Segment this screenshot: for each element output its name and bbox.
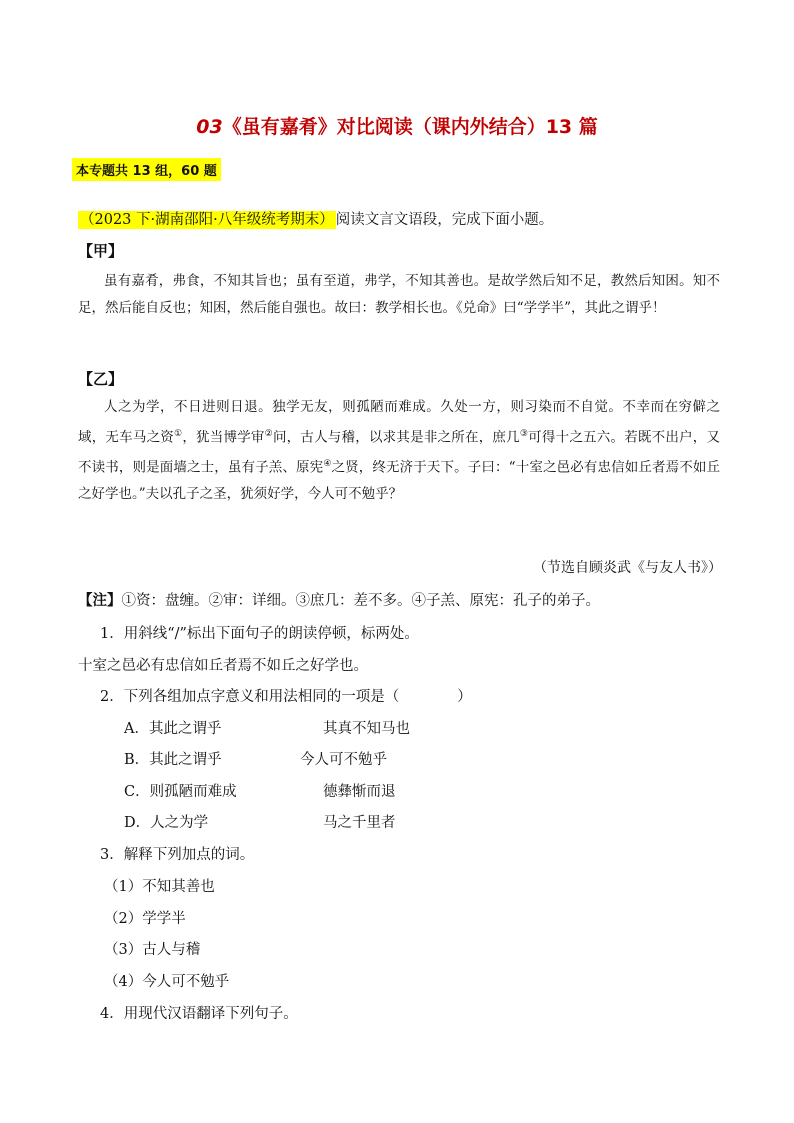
option-c xyxy=(124,780,396,801)
option-c-left: C．则孤陋而难成 xyxy=(124,784,237,800)
yi-part-2: ，犹当博学审 xyxy=(182,429,265,445)
notes-label: 【注】 xyxy=(78,592,122,609)
passage-intro xyxy=(78,208,553,229)
footnote-marker-1: ① xyxy=(174,428,183,439)
footnote-marker-3: ③ xyxy=(519,428,529,439)
question-3-item-2: （2）学学半 xyxy=(104,911,186,927)
footnote-marker-4: ④ xyxy=(323,458,332,469)
option-b-right: 今人可不勉乎 xyxy=(300,752,387,768)
passage-source-note: （节选自顾炎武《与友人书》） xyxy=(533,560,722,576)
notes-text: ①资：盘缠。②审：详细。③庶几：差不多。④子羔、原宪：孔子的弟子。 xyxy=(121,593,600,609)
annotation-notes xyxy=(78,589,600,610)
passage-yi-label: 【乙】 xyxy=(78,370,124,388)
passage-jia-text: 虽有嘉肴，弗食，不知其旨也；虽有至道，弗学，不知其善也。是故学然后知不足，教然后知困。知不足，然后能自反也；知困，然后能自强也。故曰：教学相长也。《兑命》曰“学学半”，其此之谓乎！ xyxy=(78,273,720,316)
exam-source: （2023 下·湖南邵阳·八年级统考期末） xyxy=(80,212,334,228)
yi-part-3: 问，古人与稽，以求其是非之所在，庶几 xyxy=(272,429,520,445)
question-1-sentence: 十室之邑必有忠信如丘者焉不如丘之好学也。 xyxy=(78,658,368,674)
question-3-item-4: （4）今人可不勉乎 xyxy=(104,974,230,990)
passage-yi-text xyxy=(78,394,720,507)
option-d-left: D．人之为学 xyxy=(124,815,209,831)
intro-instruction: 阅读文言文语段，完成下面小题。 xyxy=(335,212,554,228)
title-number: 03 xyxy=(196,116,223,138)
question-1: 1．用斜线“/”标出下面句子的朗读停顿，标两处。 xyxy=(100,626,419,642)
topic-summary: 本专题共 13 组，60 题 xyxy=(72,158,221,181)
passage-jia-label: 【甲】 xyxy=(78,242,124,260)
option-a xyxy=(124,717,410,738)
option-a-right: 其真不知马也 xyxy=(323,721,410,737)
question-2: 2．下列各组加点字意义和用法相同的一项是（ ） xyxy=(100,689,472,705)
option-a-left: A．其此之谓乎 xyxy=(124,721,222,737)
option-d xyxy=(124,811,396,832)
question-4: 4．用现代汉语翻译下列句子。 xyxy=(100,1006,298,1022)
option-b xyxy=(124,748,387,769)
question-3-item-1: （1）不知其善也 xyxy=(104,879,215,895)
option-d-right: 马之千里者 xyxy=(323,815,396,831)
yi-part-1: 人之为学，不日进则日退。独学无友，则孤陋而难成。久处一方，则习染而不自觉。不幸而在穷僻之域，无车马之资 xyxy=(78,399,720,445)
yi-part-5: 之贤，终无济于天下。子曰：“十室之邑必有忠信如丘者焉不如丘之好学也。”夫以孔子之圣，犹须好学，今人可不勉乎？ xyxy=(78,459,721,502)
question-3-item-3: （3）古人与稽 xyxy=(104,942,201,958)
yi-part-4: 可得十之五六。若既不出户，又不读书，则是面墙之士，虽有子羔、原宪 xyxy=(78,429,721,475)
footnote-marker-2: ② xyxy=(264,428,273,439)
title-text: 《虽有嘉肴》对比阅读（课内外结合）13 篇 xyxy=(222,116,598,138)
question-3: 3．解释下列加点的词。 xyxy=(100,847,255,863)
option-c-right: 德彝惭而退 xyxy=(323,784,396,800)
option-b-left: B．其此之谓乎 xyxy=(124,752,222,768)
document-title xyxy=(0,112,794,139)
